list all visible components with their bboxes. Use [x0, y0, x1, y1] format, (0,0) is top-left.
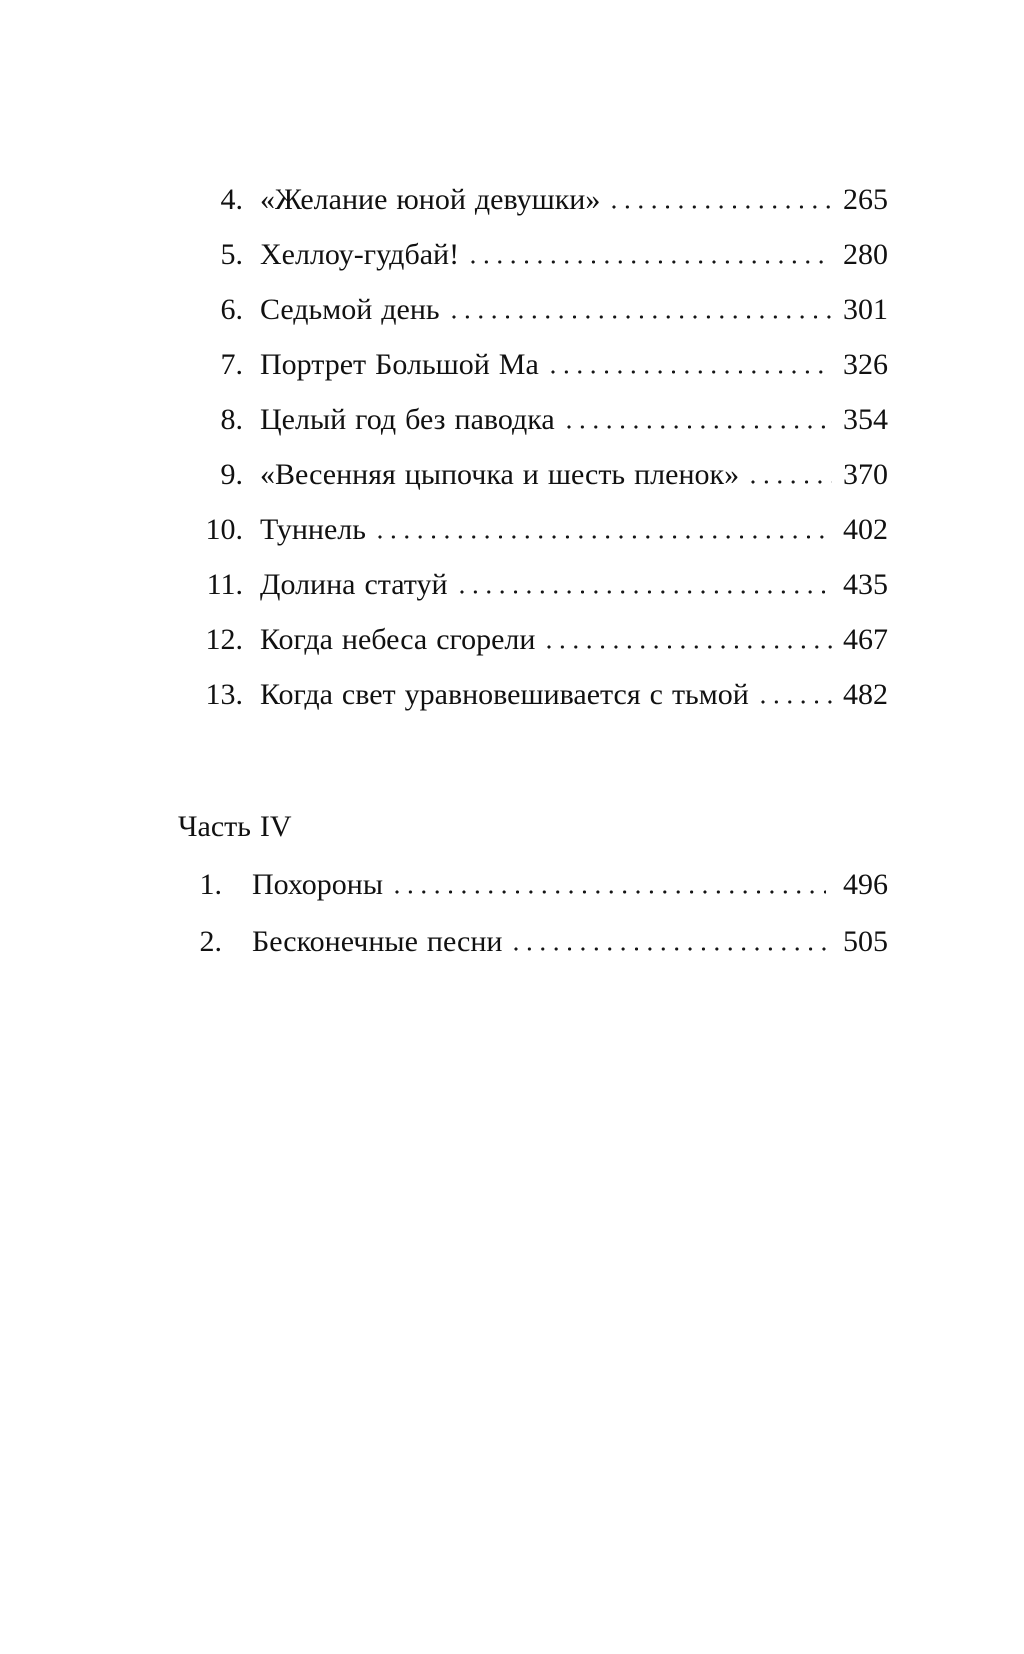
toc-entry — [178, 680, 888, 710]
chapter-number: 2. — [199, 925, 222, 958]
page-number: 496 — [843, 868, 888, 901]
chapter-number: 12. — [205, 623, 243, 656]
toc-section — [178, 185, 888, 710]
dot-leader — [395, 890, 826, 894]
chapter-number: 1. — [199, 868, 222, 901]
chapter-number: 13. — [205, 678, 243, 711]
toc-entry — [178, 870, 888, 900]
chapter-title: Седьмой день — [260, 293, 440, 326]
chapter-title: Похороны — [252, 868, 383, 901]
toc-entry — [178, 515, 888, 545]
chapter-number: 9. — [220, 458, 243, 491]
toc-entry — [178, 185, 888, 215]
chapter-title: «Весенняя цыпочка и шесть пленок» — [260, 458, 740, 491]
toc-section-rows — [178, 185, 888, 710]
chapter-number: 11. — [206, 568, 243, 601]
dot-leader — [547, 645, 832, 649]
dot-leader — [452, 315, 832, 319]
toc-entry — [178, 295, 888, 325]
page-number: 326 — [843, 348, 888, 381]
toc-entry — [178, 927, 888, 957]
toc-entry — [178, 625, 888, 655]
toc-entry — [178, 570, 888, 600]
dot-leader — [551, 370, 832, 374]
page-number: 354 — [843, 403, 888, 436]
chapter-number: 10. — [205, 513, 243, 546]
chapter-title: Целый год без паводка — [260, 403, 555, 436]
chapter-title: Долина статуй — [260, 568, 448, 601]
toc-entry — [178, 460, 888, 490]
chapter-title: «Желание юной девушки» — [260, 183, 601, 216]
chapter-title: Когда небеса сгорели — [260, 623, 536, 656]
chapter-title: Когда свет уравновешивается с тьмой — [260, 678, 749, 711]
page-number: 505 — [843, 925, 888, 958]
dot-leader — [460, 590, 832, 594]
toc-entry — [178, 350, 888, 380]
page-number: 482 — [843, 678, 888, 711]
dot-leader — [514, 947, 826, 951]
dot-leader — [567, 425, 832, 429]
page-number: 301 — [843, 293, 888, 326]
dot-leader — [612, 205, 832, 209]
toc-section — [178, 812, 888, 957]
page-number: 370 — [843, 458, 888, 491]
chapter-number: 4. — [220, 183, 243, 216]
page-number: 435 — [843, 568, 888, 601]
dot-leader — [378, 535, 832, 539]
table-of-contents — [178, 185, 888, 957]
chapter-number: 7. — [220, 348, 243, 381]
chapter-number: 6. — [220, 293, 243, 326]
page-number: 265 — [843, 183, 888, 216]
page-number: 402 — [843, 513, 888, 546]
toc-entry — [178, 405, 888, 435]
chapter-number: 8. — [220, 403, 243, 436]
part-heading: Часть IV — [178, 810, 292, 843]
dot-leader — [751, 480, 832, 484]
chapter-title: Туннель — [260, 513, 366, 546]
toc-section-rows — [178, 870, 888, 957]
chapter-title: Бесконечные песни — [252, 925, 503, 958]
chapter-number: 5. — [220, 238, 243, 271]
chapter-title: Хеллоу-гудбай! — [260, 238, 460, 271]
dot-leader — [761, 700, 832, 704]
page-number: 467 — [843, 623, 888, 656]
dot-leader — [471, 260, 832, 264]
toc-entry — [178, 240, 888, 270]
page-number: 280 — [843, 238, 888, 271]
chapter-title: Портрет Большой Ма — [260, 348, 539, 381]
